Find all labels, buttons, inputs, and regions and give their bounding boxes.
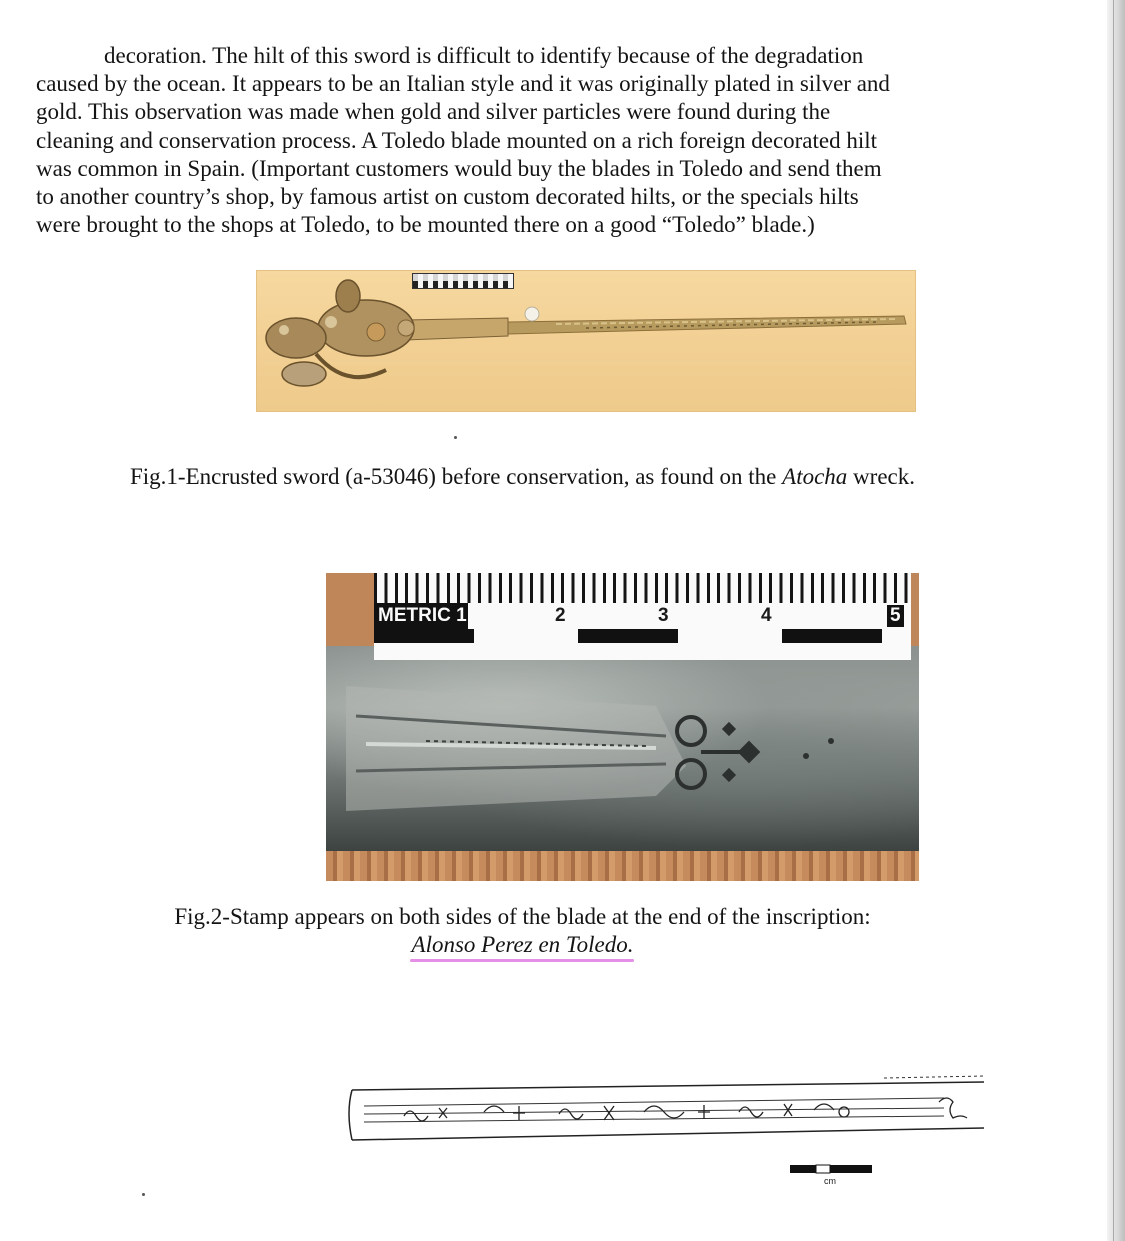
ruler-number: 2 bbox=[555, 605, 566, 626]
body-line: to another country’s shop, by famous artist on custom decorated hilts, or the specials hilts bbox=[36, 184, 859, 210]
figure-3-blade-drawing bbox=[344, 1072, 990, 1147]
body-line: decoration. The hilt of this sword is difficult to identify because of the degradation bbox=[104, 43, 864, 68]
ruler-number: 5 bbox=[887, 605, 904, 627]
blade-stamp-illustration bbox=[326, 646, 919, 851]
ruler-number: 3 bbox=[658, 605, 669, 626]
blade-metal-surface bbox=[326, 646, 919, 851]
figure-1-caption bbox=[0, 464, 1045, 490]
inscription-highlight: Alonso Perez en Toledo bbox=[411, 932, 628, 957]
figure-2-stamp-photo bbox=[326, 573, 919, 881]
ruler-ticks bbox=[374, 573, 911, 603]
body-line: was common in Spain. (Important customers would buy the blades in Toledo and send them bbox=[36, 155, 882, 181]
body-paragraph bbox=[36, 42, 1016, 239]
figure-2-inscription bbox=[0, 932, 1045, 958]
ruler-labels bbox=[374, 603, 911, 629]
body-line: caused by the ocean. It appears to be an Italian style and it was originally plated in silver and bbox=[36, 71, 890, 97]
scan-speck bbox=[142, 1193, 145, 1196]
figure-3-scale-bar bbox=[790, 1163, 874, 1189]
scan-speck bbox=[454, 436, 457, 439]
ruler-scale-band bbox=[374, 629, 911, 643]
inscription-period: . bbox=[627, 932, 634, 957]
page-edge-shadow bbox=[1107, 0, 1125, 1241]
body-line: were brought to the shops at Toledo, to be mounted there on a good “Toledo” blade.) bbox=[36, 212, 815, 238]
ruler-metric-label: METRIC 1 bbox=[378, 605, 467, 626]
body-line: cleaning and conservation process. A Toledo blade mounted on a rich foreign decorated hilt bbox=[36, 127, 878, 153]
caption-text: wreck. bbox=[847, 464, 915, 489]
metric-ruler bbox=[374, 573, 911, 660]
figure-1-sword-photo bbox=[256, 270, 916, 412]
caption-text: Fig.1-Encrusted sword (a-53046) before conservation, as found on the bbox=[130, 464, 783, 489]
scale-unit-label: cm bbox=[824, 1176, 836, 1186]
encrusted-sword-illustration bbox=[256, 270, 916, 412]
caption-italic-text: Atocha bbox=[782, 464, 848, 489]
body-line: gold. This observation was made when gold and silver particles were found during the bbox=[36, 99, 831, 125]
wood-background-strip bbox=[326, 851, 919, 881]
ruler-number: 4 bbox=[761, 605, 772, 626]
figure-2-caption: Fig.2-Stamp appears on both sides of the blade at the end of the inscription: bbox=[174, 904, 871, 929]
